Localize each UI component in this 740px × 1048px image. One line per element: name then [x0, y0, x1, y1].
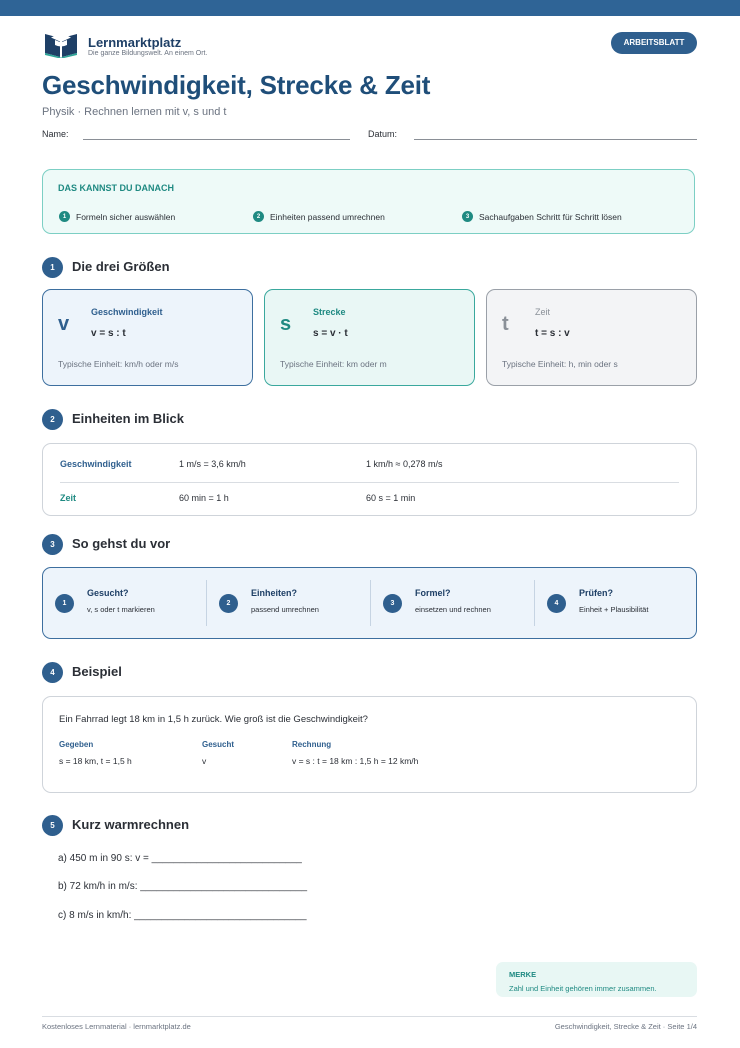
quantity-unit: Typische Einheit: h, min oder s — [502, 359, 618, 369]
divider — [60, 482, 679, 483]
section-number: 1 — [42, 257, 63, 278]
goal-number: 3 — [462, 211, 473, 222]
example-question: Ein Fahrrad legt 18 km in 1,5 h zurück. Wie groß ist die Geschwindigkeit? — [59, 714, 368, 725]
exercise-item[interactable]: c) 8 m/s in km/h: _______________________________ — [58, 910, 307, 921]
step-title: Einheiten? — [251, 588, 298, 598]
step-title: Gesucht? — [87, 588, 129, 598]
goal-number: 1 — [59, 211, 70, 222]
name-field[interactable] — [83, 139, 350, 140]
example-calc-label: Rechnung — [292, 740, 332, 749]
section-number: 4 — [42, 662, 63, 683]
brand-name: Lernmarktplatz — [88, 35, 182, 50]
footer-right: Geschwindigkeit, Strecke & Zeit · Seite 1/4 — [554, 1022, 697, 1031]
quantity-card-distance — [264, 289, 475, 386]
quantity-unit: Typische Einheit: km oder m — [280, 359, 387, 369]
quantity-symbol: t — [502, 313, 509, 335]
top-bar — [0, 0, 740, 16]
step-description: v, s oder t markieren — [87, 605, 155, 614]
quantity-name: Geschwindigkeit — [91, 307, 163, 317]
goal-text: Formeln sicher auswählen — [76, 211, 176, 222]
step-title: Formel? — [415, 588, 451, 598]
footer-left: Kostenloses Lernmaterial · lernmarktplatz.de — [42, 1022, 191, 1031]
exercise-item[interactable]: b) 72 km/h in m/s: ______________________________ — [58, 881, 308, 892]
quantity-formula: t = s : v — [535, 328, 570, 339]
goal-item — [253, 211, 385, 222]
example-given-label: Gegeben — [59, 740, 94, 749]
units-conversion: 60 min = 1 h — [179, 493, 229, 503]
quantity-name: Strecke — [313, 307, 346, 317]
date-label: Datum: — [368, 129, 398, 139]
merke-title: MERKE — [509, 970, 537, 979]
steps-box — [42, 567, 697, 639]
step-item — [45, 568, 205, 638]
example-given: s = 18 km, t = 1,5 h — [59, 756, 132, 766]
step-number: 1 — [55, 594, 74, 613]
step-number: 3 — [383, 594, 402, 613]
quantity-formula: s = v · t — [313, 328, 348, 339]
goal-text: Einheiten passend umrechnen — [270, 211, 385, 222]
goal-item — [59, 211, 175, 222]
goal-text: Sachaufgaben Schritt für Schritt lösen — [479, 211, 622, 222]
units-conversion: 1 m/s = 3,6 km/h — [179, 459, 246, 469]
merke-box — [496, 962, 697, 997]
section-number: 3 — [42, 534, 63, 555]
step-title: Prüfen? — [579, 588, 614, 598]
units-row-label: Geschwindigkeit — [60, 459, 132, 469]
worksheet-badge: ARBEITSBLATT — [611, 32, 697, 54]
quantity-symbol: v — [58, 313, 70, 335]
units-row-label: Zeit — [60, 493, 77, 503]
example-sought-label: Gesucht — [202, 740, 235, 749]
step-item — [537, 568, 695, 638]
goal-item — [462, 211, 622, 222]
section-title: Die drei Größen — [72, 259, 170, 274]
exercise-item[interactable]: a) 450 m in 90 s: v = ___________________________ — [58, 853, 302, 864]
quantity-card-time — [486, 289, 697, 386]
units-box — [42, 443, 697, 516]
divider — [370, 580, 371, 626]
section-title: Beispiel — [72, 664, 122, 679]
section-title: Kurz warmrechnen — [72, 817, 190, 832]
step-number: 4 — [547, 594, 566, 613]
footer-divider — [42, 1016, 697, 1017]
quantity-formula: v = s : t — [91, 328, 126, 339]
date-field[interactable] — [414, 139, 697, 140]
step-description: passend umrechnen — [251, 605, 319, 614]
units-conversion: 1 km/h ≈ 0,278 m/s — [366, 459, 443, 469]
name-label: Name: — [42, 129, 69, 139]
quantity-card-velocity — [42, 289, 253, 386]
section-number: 5 — [42, 815, 63, 836]
section-title: So gehst du vor — [72, 536, 171, 551]
step-item — [209, 568, 369, 638]
example-sought: v — [202, 756, 207, 766]
divider — [206, 580, 207, 626]
section-number: 2 — [42, 409, 63, 430]
example-calc: v = s : t = 18 km : 1,5 h = 12 km/h — [292, 756, 419, 766]
goals-box — [42, 169, 695, 234]
goals-title: DAS KANNST DU DANACH — [58, 183, 174, 193]
book-logo-icon — [43, 30, 79, 58]
example-box — [42, 696, 697, 793]
step-description: einsetzen und rechnen — [415, 605, 491, 614]
page-subtitle: Physik · Rechnen lernen mit v, s und t — [42, 106, 227, 118]
step-number: 2 — [219, 594, 238, 613]
quantity-symbol: s — [280, 313, 292, 335]
divider — [534, 580, 535, 626]
units-conversion: 60 s = 1 min — [366, 493, 416, 503]
merke-text: Zahl und Einheit gehören immer zusammen. — [509, 984, 657, 993]
quantity-unit: Typische Einheit: km/h oder m/s — [58, 359, 179, 369]
quantity-name: Zeit — [535, 307, 551, 317]
brand-tagline: Die ganze Bildungswelt. An einem Ort. — [88, 50, 208, 57]
section-title: Einheiten im Blick — [72, 411, 184, 426]
goal-number: 2 — [253, 211, 264, 222]
step-item — [373, 568, 533, 638]
page-title: Geschwindigkeit, Strecke & Zeit — [42, 70, 431, 100]
step-description: Einheit + Plausibilität — [579, 605, 649, 614]
